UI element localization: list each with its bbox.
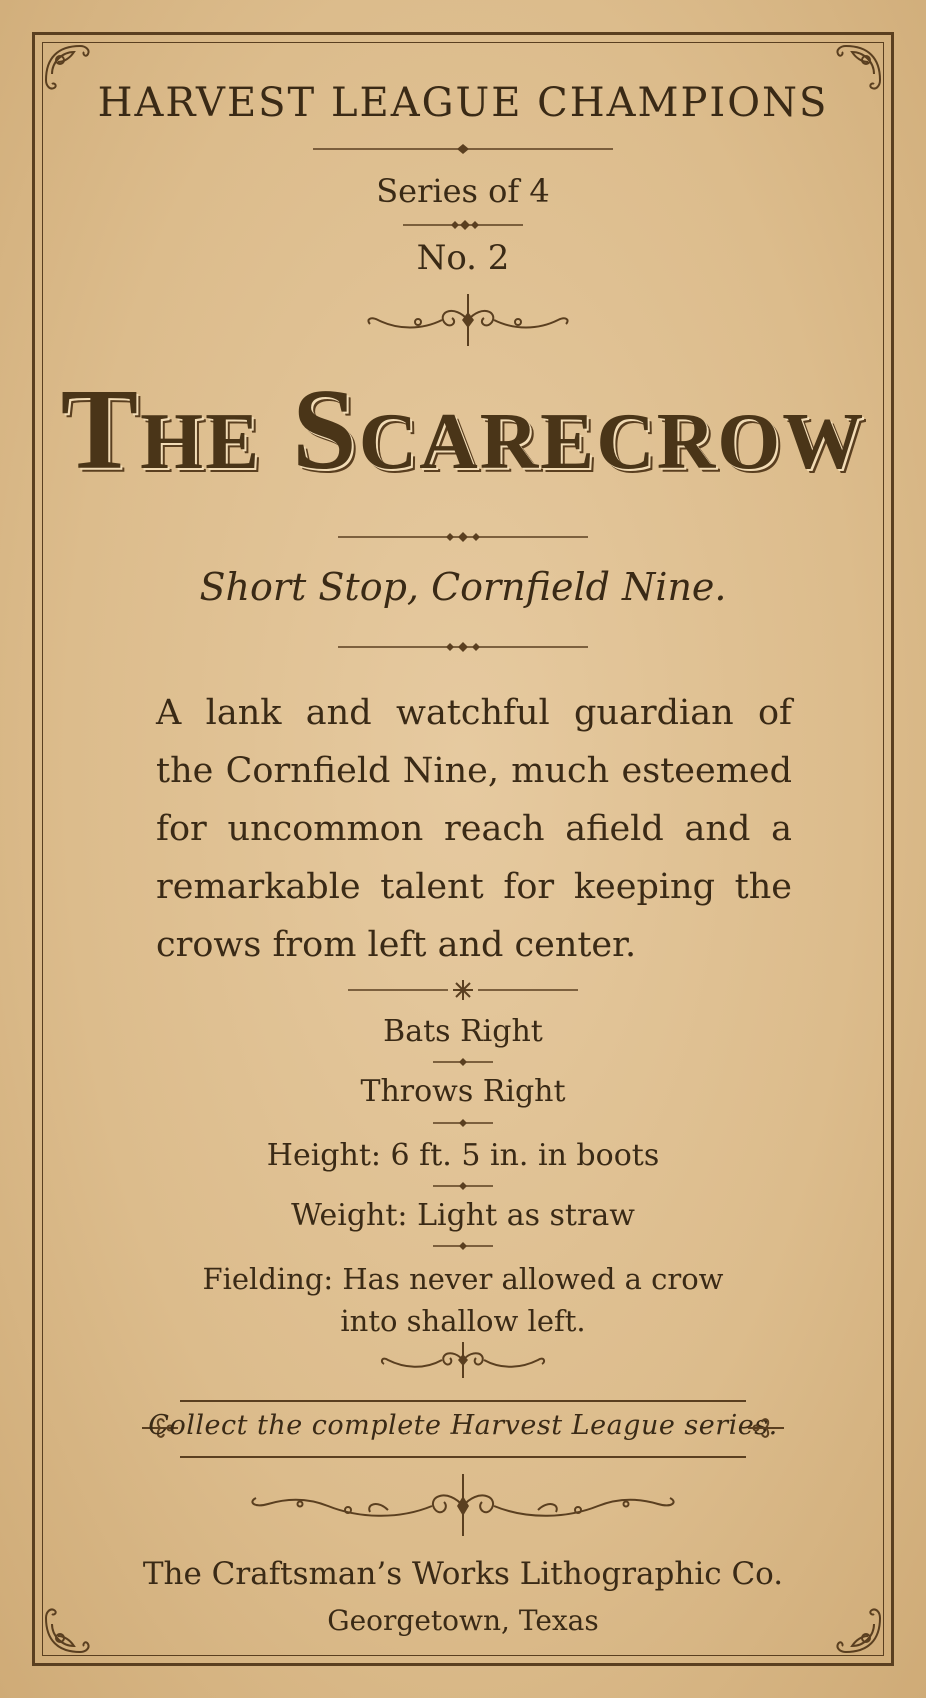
stat-fielding-line1: Fielding: Has never allowed a crow — [202, 1262, 724, 1296]
stat-fielding-line2: into shallow left. — [340, 1304, 586, 1338]
stat-height: Height: 6 ft. 5 in. in boots — [266, 1138, 660, 1173]
star-divider-icon — [348, 978, 578, 1002]
fleuron-right-icon — [746, 1414, 786, 1442]
player-bio: A lank and watchful guardian of the Cornfield Nine, much esteemed for uncommon reach afield and a remarkable talent for keeping the crows from left and center. — [156, 693, 792, 965]
collect-top-rule — [180, 1400, 746, 1402]
player-position: Short Stop, Cornfield Nine. — [199, 565, 727, 609]
collect-series-text: Collect the complete Harvest League series. — [148, 1410, 778, 1441]
player-name: The Scarecrow — [60, 366, 866, 494]
scroll-ornament-icon — [378, 1338, 548, 1382]
card-number: No. 2 — [416, 238, 510, 278]
large-scroll-ornament-icon — [238, 1470, 688, 1540]
divider-rule-icon — [433, 1180, 493, 1192]
divider-rule-icon — [338, 640, 588, 654]
divider-rule-icon — [403, 218, 523, 232]
league-title: HARVEST LEAGUE CHAMPIONS — [97, 80, 829, 126]
collect-bottom-rule — [180, 1456, 746, 1458]
scroll-ornament-icon — [358, 290, 578, 350]
divider-rule-icon — [433, 1117, 493, 1129]
stat-bats: Bats Right — [383, 1014, 543, 1049]
stat-weight: Weight: Light as straw — [291, 1198, 635, 1233]
divider-rule-icon — [433, 1240, 493, 1252]
divider-rule-icon — [313, 142, 613, 156]
divider-rule-icon — [338, 530, 588, 544]
divider-rule-icon — [433, 1056, 493, 1068]
stat-fielding — [0, 1258, 926, 1342]
series-label: Series of 4 — [376, 172, 550, 210]
publisher-name: The Craftsman’s Works Lithographic Co. — [142, 1556, 784, 1592]
stat-throws: Throws Right — [360, 1074, 566, 1109]
publisher-location: Georgetown, Texas — [327, 1604, 599, 1637]
